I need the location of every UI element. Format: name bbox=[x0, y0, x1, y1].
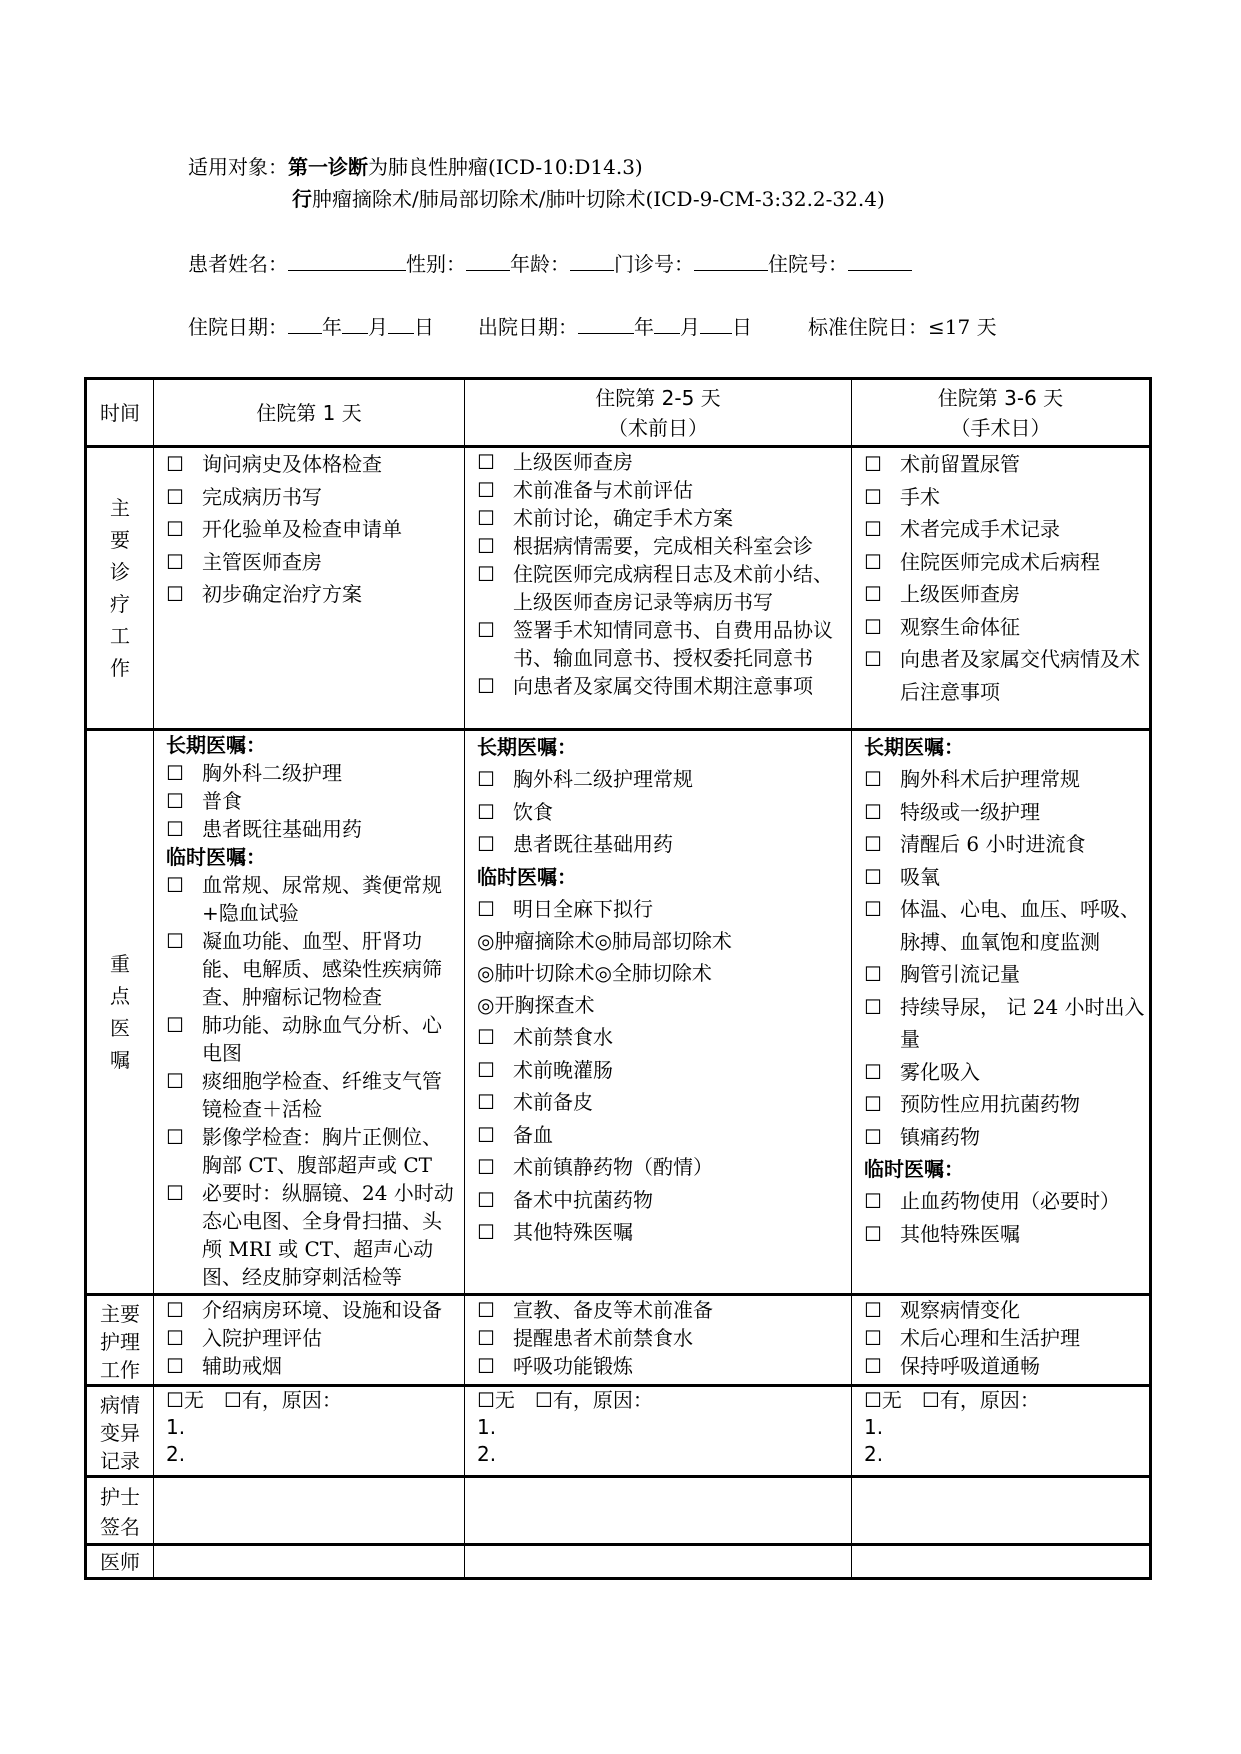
checkbox[interactable]: ☐ bbox=[864, 799, 882, 824]
checklist-item-text: 宣教、备皮等术前准备 bbox=[513, 1298, 713, 1322]
day2-sublabel: （术前日） bbox=[608, 415, 708, 440]
checklist-item-text: 住院医师完成病程日志及术前小结、上级医师查房记录等病历书写 bbox=[513, 562, 833, 614]
checklist-item bbox=[465, 1151, 851, 1184]
temporary-orders-heading: 临时医嘱： bbox=[477, 864, 577, 889]
checklist-item-text: 影像学检查：胸片正侧位、胸部 CT、腹部超声或 CT bbox=[202, 1125, 442, 1177]
time-label: 时间 bbox=[100, 400, 140, 425]
variation-reason-1: 1. bbox=[864, 1415, 884, 1439]
checkbox[interactable]: ☐ bbox=[166, 1125, 184, 1149]
main-work-day3 bbox=[852, 447, 1151, 730]
clinical-pathway-table bbox=[84, 377, 1152, 1580]
checkbox[interactable]: ☐ bbox=[166, 549, 184, 574]
variation-row bbox=[86, 1386, 1151, 1477]
checklist-item bbox=[154, 927, 464, 1011]
orders-label: 重 点 医 嘱 bbox=[86, 730, 154, 1295]
checklist-item bbox=[154, 815, 464, 843]
day3-sublabel: （手术日） bbox=[950, 415, 1051, 440]
checklist-item bbox=[852, 1324, 1149, 1352]
checklist-item bbox=[154, 1324, 464, 1352]
long-term-orders-heading: 长期医嘱： bbox=[477, 735, 577, 759]
checkbox[interactable]: ☐ bbox=[864, 1298, 882, 1322]
year-label: 年 bbox=[322, 315, 342, 339]
checklist-item-text: 特级或一级护理 bbox=[900, 799, 1040, 824]
checklist bbox=[465, 763, 851, 861]
checkbox[interactable]: ☐ bbox=[166, 582, 184, 606]
checklist-item-text: 向患者及家属交待围术期注意事项 bbox=[513, 674, 813, 698]
checklist-item-text: 主管医师查房 bbox=[202, 549, 322, 574]
checklist bbox=[154, 759, 464, 843]
checklist-item bbox=[154, 1352, 464, 1380]
checkbox[interactable]: ☐ bbox=[477, 618, 495, 642]
checkbox[interactable]: ☐ bbox=[864, 517, 882, 541]
nurse-sign-day1[interactable] bbox=[154, 1477, 465, 1545]
checkbox[interactable]: ☐ bbox=[477, 478, 495, 502]
nursing-row bbox=[86, 1295, 1151, 1386]
inpatient-no-field[interactable] bbox=[848, 252, 912, 271]
checkbox[interactable]: ☐ bbox=[864, 1059, 882, 1084]
checklist-item-text: 预防性应用抗菌药物 bbox=[900, 1092, 1080, 1116]
day-label: 日 bbox=[414, 315, 434, 339]
age-field[interactable] bbox=[570, 252, 614, 271]
checklist-item bbox=[465, 763, 851, 796]
checklist-item bbox=[852, 1185, 1149, 1218]
checklist-item-text: 体温、心电、血压、呼吸、脉搏、血氧饱和度监测 bbox=[900, 897, 1140, 954]
variation-reason-1: 1. bbox=[477, 1415, 497, 1439]
checklist-item-text: 住院医师完成术后病程 bbox=[900, 549, 1100, 574]
checklist-item-text: 吸氧 bbox=[900, 864, 940, 889]
variation-day2[interactable] bbox=[465, 1386, 852, 1477]
diagnosis-text: 为肺良性肿瘤(ICD-10:D14.3) bbox=[368, 155, 643, 179]
checklist-item bbox=[154, 578, 464, 611]
checkbox[interactable]: ☐ bbox=[166, 1326, 184, 1350]
nursing-day3 bbox=[852, 1295, 1151, 1386]
checkbox[interactable]: ☐ bbox=[477, 767, 495, 791]
checklist-item bbox=[852, 1352, 1149, 1380]
doctor-sign-day2[interactable] bbox=[465, 1545, 852, 1579]
checkbox[interactable]: ☐ bbox=[864, 1092, 882, 1116]
checkbox[interactable]: ☐ bbox=[166, 873, 184, 897]
checklist bbox=[154, 448, 464, 611]
checklist-item bbox=[154, 787, 464, 815]
checkbox[interactable]: ☐ bbox=[864, 962, 882, 986]
checkbox[interactable]: ☐ bbox=[864, 1326, 882, 1350]
checklist bbox=[154, 1296, 464, 1380]
checklist-item bbox=[465, 1296, 851, 1324]
doctor-sign-row bbox=[86, 1545, 1151, 1579]
checklist-item-text: 患者既往基础用药 bbox=[513, 832, 673, 856]
patient-info-line bbox=[188, 252, 912, 276]
checklist-item bbox=[852, 611, 1149, 644]
checklist-item-text: 普食 bbox=[202, 789, 242, 813]
std-stay-label: 标准住院日：≤17 天 bbox=[808, 315, 997, 339]
checklist bbox=[465, 1296, 851, 1380]
checklist-item-text: 术前留置尿管 bbox=[900, 452, 1020, 476]
checklist-item-text: 根据病情需要，完成相关科室会诊 bbox=[513, 534, 813, 558]
checklist-item-text: 完成病历书写 bbox=[202, 484, 322, 509]
checkbox[interactable]: ☐ bbox=[864, 1124, 882, 1149]
checklist-item bbox=[852, 763, 1149, 796]
checklist-item bbox=[852, 546, 1149, 579]
diagnosis-bold: 第一诊断 bbox=[288, 155, 368, 179]
checklist-item bbox=[154, 513, 464, 546]
checkbox[interactable]: ☐ bbox=[477, 1326, 495, 1350]
checkbox[interactable]: ☐ bbox=[864, 582, 882, 606]
day3-label: 住院第 3-6 天 bbox=[937, 385, 1064, 410]
checkbox[interactable]: ☐ bbox=[166, 1013, 184, 1037]
admit-date-label: 住院日期： bbox=[188, 315, 288, 339]
nurse-sign-row bbox=[86, 1477, 1151, 1545]
checklist-item bbox=[852, 1056, 1149, 1089]
checkbox[interactable]: ☐ bbox=[477, 1298, 495, 1322]
checklist-item bbox=[465, 1086, 851, 1119]
checklist-item-text: 术者完成手术记录 bbox=[900, 517, 1060, 541]
checkbox[interactable]: ☐ bbox=[166, 1069, 184, 1093]
checklist-item-text: 术前备皮 bbox=[513, 1090, 593, 1114]
checklist-item bbox=[465, 1324, 851, 1352]
checkbox[interactable]: ☐ bbox=[166, 929, 184, 953]
checklist-item-text: 雾化吸入 bbox=[900, 1059, 980, 1084]
checklist-item-text: 介绍病房环境、设施和设备 bbox=[202, 1298, 442, 1322]
checklist-item-text: 开化验单及检查申请单 bbox=[202, 517, 402, 541]
checklist bbox=[852, 1296, 1149, 1380]
checkbox[interactable]: ☐ bbox=[864, 647, 882, 671]
checkbox[interactable]: ☐ bbox=[166, 484, 184, 509]
checklist-item bbox=[154, 871, 464, 927]
checkbox[interactable]: ☐ bbox=[477, 450, 495, 474]
variation-reason-2: 2. bbox=[477, 1442, 497, 1466]
checkbox[interactable]: ☐ bbox=[477, 1122, 495, 1147]
checkbox[interactable]: ☐ bbox=[477, 799, 495, 824]
checkbox[interactable]: ☐ bbox=[864, 832, 882, 856]
checklist-item-text: 向患者及家属交代病情及术后注意事项 bbox=[900, 647, 1140, 704]
checklist-item bbox=[852, 643, 1149, 708]
checklist-item bbox=[465, 828, 851, 861]
checklist-item-text: 必要时：纵膈镜、24 小时动态心电图、全身骨扫描、头颅 MRI 或 CT、超声心动图、经皮肺穿刺活检等 bbox=[202, 1181, 454, 1289]
variation-day3[interactable] bbox=[852, 1386, 1151, 1477]
temporary-orders-heading: 临时医嘱： bbox=[166, 845, 266, 869]
checklist bbox=[852, 1185, 1149, 1250]
main-work-row bbox=[86, 447, 1151, 730]
checklist-item-text: 凝血功能、血型、肝肾功能、电解质、感染性疾病筛查、肿瘤标记物检查 bbox=[202, 929, 442, 1009]
checkbox[interactable]: ☐ bbox=[864, 614, 882, 639]
checklist-item bbox=[852, 1121, 1149, 1154]
nurse-sign-day3[interactable] bbox=[852, 1477, 1151, 1545]
discharge-year-field[interactable] bbox=[578, 315, 634, 334]
nurse-sign-day2[interactable] bbox=[465, 1477, 852, 1545]
checklist-item bbox=[154, 1067, 464, 1123]
orders-row bbox=[86, 730, 1151, 1295]
month-label: 月 bbox=[368, 315, 388, 339]
main-work-day1 bbox=[154, 447, 465, 730]
checklist-item-text: 观察病情变化 bbox=[900, 1298, 1020, 1322]
checklist-item bbox=[852, 861, 1149, 894]
checklist-item-text: 镇痛药物 bbox=[900, 1124, 980, 1149]
checkbox[interactable]: ☐ bbox=[477, 534, 495, 558]
age-label: 年龄： bbox=[510, 252, 570, 276]
day3-header bbox=[852, 379, 1151, 447]
year-label: 年 bbox=[634, 315, 654, 339]
checkbox[interactable]: ☐ bbox=[864, 452, 882, 476]
checklist-item-text: 提醒患者术前禁食水 bbox=[513, 1326, 693, 1350]
checklist-item bbox=[465, 1119, 851, 1152]
checklist-item-text: 签署手术知情同意书、自费用品协议书、输血同意书、授权委托同意书 bbox=[513, 618, 833, 670]
checklist-item-text: 备术中抗菌药物 bbox=[513, 1187, 653, 1212]
operation-option[interactable]: ◎开胸探查术 bbox=[477, 993, 595, 1017]
checkbox[interactable]: ☐ bbox=[477, 1155, 495, 1179]
discharge-date-label: 出院日期： bbox=[478, 315, 578, 339]
doctor-sign-label: 医师 bbox=[86, 1545, 154, 1579]
variation-reason-2: 2. bbox=[864, 1442, 884, 1466]
doctor-sign-day3[interactable] bbox=[852, 1545, 1151, 1579]
checkbox[interactable]: ☐ bbox=[477, 1090, 495, 1114]
checklist-item-text: 上级医师查房 bbox=[513, 450, 633, 474]
checklist-item bbox=[154, 1123, 464, 1179]
checklist-item bbox=[154, 759, 464, 787]
checklist-item bbox=[465, 893, 851, 926]
checkbox[interactable]: ☐ bbox=[166, 517, 184, 541]
checklist-item-text: 胸管引流记量 bbox=[900, 962, 1020, 986]
checklist-item-text: 其他特殊医嘱 bbox=[513, 1220, 633, 1244]
sex-label: 性别： bbox=[406, 252, 466, 276]
checklist-item-text: 止血药物使用（必要时） bbox=[900, 1189, 1120, 1213]
checkbox[interactable]: ☐ bbox=[477, 506, 495, 530]
checkbox[interactable]: ☐ bbox=[166, 1181, 184, 1205]
checklist bbox=[154, 871, 464, 1291]
checkbox[interactable]: ☐ bbox=[477, 896, 495, 921]
checklist-item bbox=[852, 578, 1149, 611]
orders-day2 bbox=[465, 730, 852, 1295]
checklist-item bbox=[465, 560, 851, 616]
checklist-item-text: 呼吸功能锻炼 bbox=[513, 1354, 633, 1378]
procedure-bold: 行 bbox=[292, 187, 312, 211]
checklist-item bbox=[154, 448, 464, 481]
checkbox[interactable]: ☐ bbox=[864, 484, 882, 509]
temporary-orders-heading: 临时医嘱： bbox=[864, 1157, 964, 1181]
checklist-item bbox=[852, 893, 1149, 958]
checklist-item bbox=[465, 532, 851, 560]
checklist-item-text: 术后心理和生活护理 bbox=[900, 1326, 1080, 1350]
checklist-item bbox=[852, 1218, 1149, 1251]
clinic-no-label: 门诊号： bbox=[614, 252, 694, 276]
checklist-item bbox=[465, 616, 851, 672]
doctor-sign-day1[interactable] bbox=[154, 1545, 465, 1579]
checkbox[interactable]: ☐ bbox=[166, 817, 184, 841]
checkbox[interactable]: ☐ bbox=[864, 897, 882, 921]
checkbox[interactable]: ☐ bbox=[477, 1220, 495, 1244]
checkbox[interactable]: ☐ bbox=[166, 452, 184, 476]
nursing-day1 bbox=[154, 1295, 465, 1386]
checklist-item bbox=[465, 672, 851, 700]
checklist-item bbox=[852, 1088, 1149, 1121]
checklist-item bbox=[465, 796, 851, 829]
checklist-item-text: 清醒后 6 小时进流食 bbox=[900, 832, 1086, 856]
inpatient-no-label: 住院号： bbox=[768, 252, 848, 276]
checklist-item-text: 术前禁食水 bbox=[513, 1025, 613, 1049]
checkbox[interactable]: ☐ bbox=[477, 674, 495, 698]
checklist-item bbox=[852, 448, 1149, 481]
nursing-day2 bbox=[465, 1295, 852, 1386]
day1-header bbox=[154, 379, 465, 447]
checklist-item-text: 胸外科二级护理常规 bbox=[513, 767, 693, 791]
checklist-item-text: 胸外科术后护理常规 bbox=[900, 767, 1080, 791]
day2-header bbox=[465, 379, 852, 447]
long-term-orders-heading: 长期医嘱： bbox=[864, 735, 964, 759]
checkbox[interactable]: ☐ bbox=[864, 549, 882, 574]
long-term-orders-heading: 长期医嘱： bbox=[166, 733, 266, 757]
nursing-label: 主要 护理 工作 bbox=[86, 1295, 154, 1386]
checkbox[interactable]: ☐ bbox=[477, 1187, 495, 1212]
checkbox[interactable]: ☐ bbox=[864, 1189, 882, 1213]
checklist-item-text: 饮食 bbox=[513, 799, 553, 824]
header-row bbox=[86, 379, 1151, 447]
checkbox[interactable]: ☐ bbox=[477, 1057, 495, 1082]
variation-options[interactable]: ☐无 ☐有，原因： bbox=[864, 1388, 1040, 1412]
checkbox[interactable]: ☐ bbox=[477, 1025, 495, 1049]
checklist bbox=[852, 448, 1149, 708]
checkbox[interactable]: ☐ bbox=[477, 832, 495, 856]
checklist-item-text: 痰细胞学检查、纤维支气管镜检查＋活检 bbox=[202, 1069, 442, 1121]
checkbox[interactable]: ☐ bbox=[166, 1298, 184, 1322]
checklist-item-text: 患者既往基础用药 bbox=[202, 817, 362, 841]
checklist-item bbox=[852, 796, 1149, 829]
patient-name-field[interactable] bbox=[288, 252, 406, 271]
patient-name-label: 患者姓名： bbox=[188, 252, 288, 276]
checklist-item bbox=[154, 1179, 464, 1291]
checklist-item bbox=[154, 546, 464, 579]
procedure-text: 肿瘤摘除术/肺局部切除术/肺叶切除术(ICD-9-CM-3:32.2-32.4) bbox=[312, 187, 885, 211]
nurse-sign-label: 护士 签名 bbox=[86, 1477, 154, 1545]
checkbox[interactable]: ☐ bbox=[166, 1354, 184, 1378]
checklist-item-text: 备血 bbox=[513, 1122, 553, 1147]
checklist-item-text: 上级医师查房 bbox=[900, 582, 1020, 606]
clinic-no-field[interactable] bbox=[694, 252, 768, 271]
checklist-item bbox=[465, 1184, 851, 1217]
checklist bbox=[852, 763, 1149, 1153]
checklist-item-text: 术前讨论，确定手术方案 bbox=[513, 506, 733, 530]
operation-option[interactable]: ◎肿瘤摘除术◎肺局部切除术 bbox=[477, 929, 732, 953]
checkbox[interactable]: ☐ bbox=[864, 994, 882, 1019]
variation-options[interactable]: ☐无 ☐有，原因： bbox=[166, 1388, 342, 1412]
checklist-item bbox=[465, 1216, 851, 1249]
checklist-item bbox=[465, 1054, 851, 1087]
time-header bbox=[86, 379, 154, 447]
checklist-item bbox=[852, 481, 1149, 514]
checklist-item bbox=[154, 481, 464, 514]
checkbox[interactable]: ☐ bbox=[166, 761, 184, 785]
main-work-day2 bbox=[465, 447, 852, 730]
discharge-month-field[interactable] bbox=[654, 315, 680, 334]
checklist-item-text: 手术 bbox=[900, 484, 940, 509]
variation-label: 病情 变异 记录 bbox=[86, 1386, 154, 1477]
checkbox[interactable]: ☐ bbox=[864, 767, 882, 791]
orders-day3 bbox=[852, 730, 1151, 1295]
variation-reason-1: 1. bbox=[166, 1415, 186, 1439]
day2-label: 住院第 2-5 天 bbox=[595, 385, 721, 410]
checklist-item-text: 询问病史及体格检查 bbox=[202, 452, 382, 476]
checklist-item-text: 血常规、尿常规、粪便常规+隐血试验 bbox=[202, 873, 442, 925]
checkbox[interactable]: ☐ bbox=[166, 789, 184, 813]
checklist-item-text: 观察生命体征 bbox=[900, 614, 1020, 639]
checklist-item-text: 胸外科二级护理 bbox=[202, 761, 342, 785]
checklist-item bbox=[852, 991, 1149, 1056]
variation-reason-2: 2. bbox=[166, 1442, 186, 1466]
checklist-item-text: 明日全麻下拟行 bbox=[513, 896, 653, 921]
orders-day1 bbox=[154, 730, 465, 1295]
checklist-item bbox=[852, 958, 1149, 991]
variation-day1[interactable] bbox=[154, 1386, 465, 1477]
checklist-item bbox=[852, 828, 1149, 861]
admit-year-field[interactable] bbox=[288, 315, 322, 334]
applicable-line-1 bbox=[188, 155, 643, 179]
checklist-item-text: 术前准备与术前评估 bbox=[513, 478, 693, 502]
day1-label: 住院第 1 天 bbox=[256, 400, 362, 425]
checklist bbox=[465, 448, 851, 700]
checklist-item bbox=[465, 504, 851, 532]
checkbox[interactable]: ☐ bbox=[864, 1221, 882, 1246]
checklist-item bbox=[465, 448, 851, 476]
operation-options bbox=[465, 925, 851, 1021]
applicable-line-2 bbox=[292, 187, 885, 211]
checklist-item-text: 辅助戒烟 bbox=[202, 1354, 282, 1378]
checklist-item bbox=[465, 476, 851, 504]
main-work-label: 主 要 诊 疗 工 作 bbox=[86, 447, 154, 730]
checklist-item bbox=[852, 1296, 1149, 1324]
admit-day-field[interactable] bbox=[388, 315, 414, 334]
checklist-item-text: 初步确定治疗方案 bbox=[202, 582, 362, 606]
checklist-item bbox=[465, 1352, 851, 1380]
day-label: 日 bbox=[732, 315, 752, 339]
checklist-item-text: 术前镇静药物（酌情） bbox=[513, 1155, 713, 1179]
checklist-item bbox=[154, 1011, 464, 1067]
month-label: 月 bbox=[680, 315, 700, 339]
checklist-item-text: 保持呼吸道通畅 bbox=[900, 1354, 1040, 1378]
checklist-item-text: 持续导尿， 记 24 小时出入量 bbox=[900, 994, 1145, 1051]
checklist-item bbox=[465, 1021, 851, 1054]
checklist-item-text: 入院护理评估 bbox=[202, 1326, 322, 1350]
checklist-item bbox=[154, 1296, 464, 1324]
sex-field[interactable] bbox=[466, 252, 510, 271]
variation-options[interactable]: ☐无 ☐有，原因： bbox=[477, 1388, 653, 1412]
checkbox[interactable]: ☐ bbox=[864, 1354, 882, 1378]
checklist-item-text: 术前晚灌肠 bbox=[513, 1057, 613, 1082]
checkbox[interactable]: ☐ bbox=[477, 1354, 495, 1378]
applicable-label: 适用对象： bbox=[188, 155, 288, 179]
checklist-item bbox=[852, 513, 1149, 546]
admit-month-field[interactable] bbox=[342, 315, 368, 334]
dates-line bbox=[188, 315, 997, 339]
checkbox[interactable]: ☐ bbox=[864, 864, 882, 889]
checklist-item-text: 其他特殊医嘱 bbox=[900, 1221, 1020, 1246]
discharge-day-field[interactable] bbox=[700, 315, 732, 334]
operation-option[interactable]: ◎肺叶切除术◎全肺切除术 bbox=[477, 961, 712, 985]
checklist bbox=[465, 1021, 851, 1249]
checklist-item-text: 肺功能、动脉血气分析、心电图 bbox=[202, 1013, 442, 1065]
checkbox[interactable]: ☐ bbox=[477, 562, 495, 586]
checklist bbox=[465, 893, 851, 926]
